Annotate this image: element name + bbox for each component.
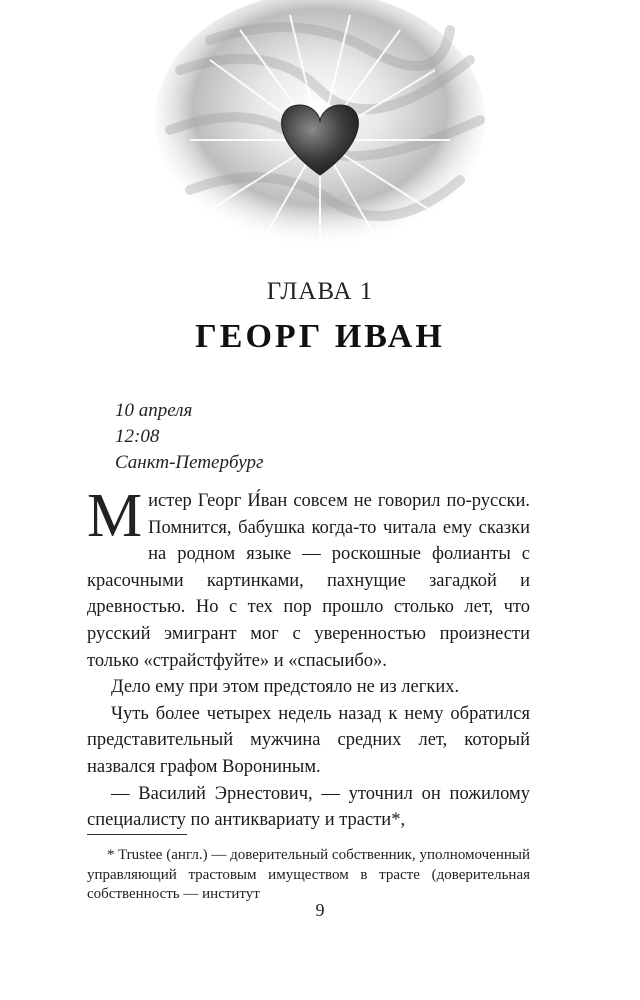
paragraph-2: Дело ему при этом предстояло не из легких.: [111, 677, 460, 698]
footnote-divider: [87, 834, 187, 835]
chapter-label: ГЛАВА 1: [266, 278, 374, 305]
page-number: 9: [315, 900, 325, 920]
meta-time: 12:08: [115, 426, 160, 447]
meta-place: Санкт-Петербург: [115, 452, 264, 473]
footnote: [87, 846, 530, 905]
chapter-meta: [115, 398, 263, 476]
paragraph-3: Чуть более четырех недель назад к нему обратился представительный мужчина средних лет, который назвался графом Ворониным.: [87, 703, 530, 777]
paragraph-1: [87, 482, 530, 674]
heart-rays-icon: [150, 0, 490, 260]
meta-date: 10 апреля: [115, 400, 193, 421]
footnote-text: * Trustee (англ.) — доверительный собственник, уполномоченный управляющий трастовым имуществом в трасте (доверительная собственность — институт: [87, 847, 530, 902]
paragraph-4: — Василий Эрнестович, — уточнил он пожилому специалисту по антиквариату и трасти*,: [87, 783, 530, 831]
body-text: [87, 482, 530, 834]
chapter-heart-illustration: [150, 0, 490, 260]
drop-cap: М: [87, 482, 143, 550]
chapter-title: ГЕОРГ ИВАН: [195, 318, 445, 355]
paragraph-1-text: истер Георг И́ван совсем не говорил по-русски. Помнится, бабушка когда-то читала ему сказки на родном языке — роскошные фолианты с красочными картинками, пахнущие загадкой и древностью. Но с тех пор прошло столько лет, что русский эмигрант мог с уверенностью произнести только «страйстфуйте» и «спасыибо».: [87, 491, 530, 671]
